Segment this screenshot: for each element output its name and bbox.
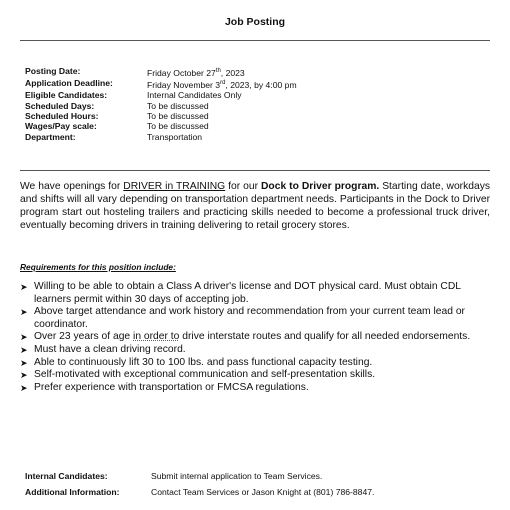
arrow-bullet-icon: ➤ (20, 282, 28, 292)
requirement-fragment: Over 23 years of age (34, 331, 134, 343)
detail-label: Application Deadline: (25, 78, 113, 89)
intro-text: We have openings for (20, 181, 124, 192)
page-title: Job Posting (224, 16, 286, 28)
contact-value: Contact Team Services or Jason Knight at (801) 786-8847. (151, 487, 375, 497)
arrow-bullet-icon: ➤ (20, 307, 28, 318)
list-item (20, 281, 490, 306)
requirement-text: Willing to be able to obtain a Class A driver's license and DOT physical card. Must obtain CDL learners permit within 30 days of accepting job. (34, 281, 461, 305)
detail-label: Scheduled Hours: (25, 110, 99, 121)
requirement-text: Prefer experience with transportation or FMCSA regulations. (34, 381, 309, 393)
contact-row (25, 468, 374, 484)
list-item (20, 306, 490, 331)
divider (20, 170, 490, 171)
requirement-fragment: drive interstate routes and qualify for all needed endorsements. (179, 331, 471, 343)
requirement-text: Above target attendance and work history and recommendation from your current team lead or coordinator. (34, 306, 465, 330)
detail-row (25, 66, 297, 78)
role-name: DRIVER in TRAINING (123, 181, 226, 192)
detail-value: Internal Candidates Only (147, 90, 242, 101)
requirement-text: Self-motivated with exceptional communication and self-presentation skills. (34, 369, 376, 381)
program-name: Dock to Driver program. (261, 181, 380, 192)
list-item (20, 369, 490, 382)
detail-row (25, 121, 297, 131)
requirement-text: Able to continuously lift 30 to 100 lbs. and pass functional capacity testing. (34, 356, 373, 368)
requirement-text: Must have a clean driving record. (34, 343, 186, 355)
detail-row (25, 111, 297, 121)
list-item (20, 382, 490, 395)
intro-text: Starting date, workdays and shifts will all vary depending on transportation department needs. Participants in the Dock to Driver program start out hosteling trailers and practicing skills needed to become a professional truck driver, eventually becoming drivers in training delivering to retail grocery stores. (20, 181, 491, 231)
detail-value: Transportation (147, 131, 203, 142)
arrow-bullet-icon: ➤ (20, 357, 28, 368)
requirements-list (20, 281, 490, 394)
detail-row (25, 132, 297, 142)
detail-value: To be discussed (147, 121, 209, 132)
detail-value: To be discussed (147, 110, 209, 121)
detail-label: Eligible Candidates: (25, 90, 108, 101)
contact-row (25, 484, 374, 500)
detail-row (25, 78, 297, 90)
requirement-text (34, 331, 490, 344)
list-item (20, 357, 490, 370)
detail-label: Department: (25, 131, 76, 142)
grammar-marked-phrase: in order to (133, 331, 180, 343)
detail-label: Posting Date: (25, 66, 81, 76)
detail-value: Friday November 3rd, 2023, by 4:00 pm (147, 80, 297, 91)
divider (20, 40, 490, 41)
arrow-bullet-icon: ➤ (20, 382, 28, 393)
contact-label: Internal Candidates: (25, 471, 108, 481)
arrow-bullet-icon: ➤ (20, 332, 28, 343)
detail-value: To be discussed (147, 100, 209, 111)
intro-text: for our (225, 181, 261, 192)
arrow-bullet-icon: ➤ (20, 370, 28, 381)
requirements-heading: Requirements for this position include: (20, 262, 176, 272)
detail-row (25, 90, 297, 100)
posting-details (25, 66, 297, 142)
contact-info (25, 468, 374, 500)
intro-paragraph (20, 180, 490, 232)
contact-label: Additional Information: (25, 487, 120, 497)
detail-label: Scheduled Days: (25, 100, 95, 111)
list-item (20, 344, 490, 357)
arrow-bullet-icon: ➤ (20, 344, 28, 355)
list-item (20, 331, 490, 344)
detail-label: Wages/Pay scale: (25, 121, 97, 132)
detail-value: Friday October 27th, 2023 (147, 67, 245, 78)
contact-value: Submit internal application to Team Services. (151, 471, 323, 481)
detail-row (25, 101, 297, 111)
